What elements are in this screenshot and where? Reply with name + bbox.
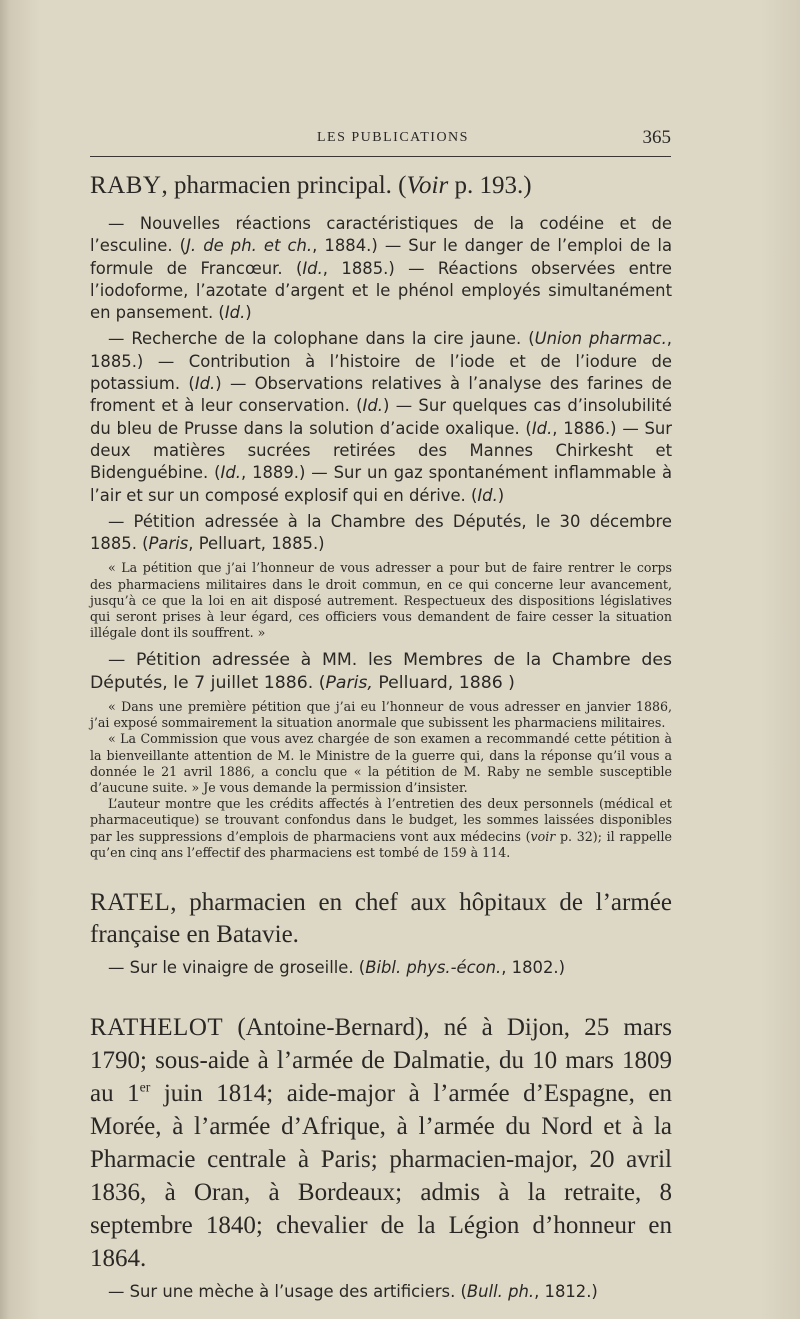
see-reference: Voir bbox=[406, 172, 449, 199]
page-number: 365 bbox=[642, 127, 671, 148]
author-title: , pharmacien en chef aux hôpitaux de l’armée française en Batavie. bbox=[90, 889, 672, 949]
publication-paragraph: — Nouvelles réactions caractéristiques de la codéine et de l’esculine. (J. de ph. et ch., 1884.) — Sur le danger de l’emploi de la formule de Francœur. (Id., 1885.) — Réactions observées entre l’iodoforme, l’azotate d’argent et le phénol employés simultanément en pansement. (Id.) bbox=[90, 214, 673, 323]
author-name: RABY bbox=[90, 172, 162, 199]
publication-paragraph: — Recherche de la colophane dans la cire jaune. (Union pharmac., 1885.) — Contribution à l’histoire de l’iode et de l’iodure de potassium. (Id.) — Observations relatives à l’analyse des farines de froment et à leur conservation. (Id.) — Sur quelques cas d’insolubilité du bleu de Prusse dans la solution d’acide oxalique. (Id., 1886.) — Sur deux matières sucrées retirées des Mannes Chirkesht et Bidenguébine. (Id., 1889.) — Sur un gaz spontanément inflammable à l’air et sur un composé explosif qui en dérive. (Id.) bbox=[90, 329, 673, 505]
quotation: « La pétition que j’ai l’honneur de vous adresser a pour but de faire rentrer le corps des pharmaciens militaires dans le droit commun, en ce qui concerne leur avancement, jusqu’à ce que la loi en ait disposé autrement. Respectueux des dispositions législatives qui seront prises à leur égard, ces officiers vous demandent de faire cesser la situation illégale dont ils souffrent. » bbox=[90, 560, 672, 641]
entry-ratel bbox=[90, 887, 672, 979]
quotation: « Dans une première pétition que j’ai eu l’honneur de vous adresser en janvier 1886, j’ai exposé sommairement la situation anormale que subissent les pharmaciens militaires. bbox=[90, 699, 672, 731]
author-name: RATHELOT bbox=[90, 1014, 224, 1042]
entry-raby bbox=[90, 170, 672, 861]
publication-paragraph: — Sur le vinaigre de groseille. (Bibl. phys.-écon., 1802.) bbox=[108, 958, 566, 978]
entry-heading bbox=[90, 170, 672, 202]
publication-paragraph: — Pétition adressée à la Chambre des Députés, le 30 décembre 1885. (Paris, Pelluart, 1885.) bbox=[90, 511, 672, 554]
entry-heading bbox=[90, 887, 672, 951]
author-name: RATEL bbox=[90, 889, 171, 917]
quotation: L’auteur montre que les crédits affectés à l’entretien des deux personnels (médical et pharmaceutique) se trouvant confondus dans le budget, les sommes laissées disponibles par les suppressions d’emplois de pharmaciens vont aux médecins (voir p. 32); il rappelle qu’en cinq ans l’effectif des pharmaciens est tombé de 159 à 114. bbox=[90, 796, 672, 860]
quotation: « La Commission que vous avez chargée de son examen a recommandé cette pétition à la bienveillante attention de M. le Ministre de la guerre qui, dans la réponse qu’il vous a donnée le 21 avril 1886, a conclu que « la pétition de M. Raby ne semble susceptible d’aucune suite. » Je vous demande la permission d’insister. bbox=[90, 731, 672, 796]
running-title: LES PUBLICATIONS bbox=[317, 130, 469, 145]
page-reference: p. 193.) bbox=[448, 172, 532, 199]
entry-heading: RATHELOT (Antoine-Bernard), né à Dijon, 25 mars 1790; sous-aide à l’armée de Dalmatie, du 10 mars 1809 au 1er juin 1814; aide-major à l’armée d’Espagne, en Morée, à l’armée d’Afrique, à l’armée du Nord et à la Pharmacie centrale à Paris; pharmacien-major, 20 avril 1836, à Oran, à Bordeaux; admis à la retraite, 8 septembre 1840; chevalier de la Légion d’honneur en 1864. bbox=[90, 1014, 672, 1273]
header-rule bbox=[90, 156, 671, 157]
page-content bbox=[90, 170, 672, 1304]
publication-paragraph: — Pétition adressée à MM. les Membres de la Chambre des Députés, le 7 juillet 1886. (Paris, Pelluard, 1886 ) bbox=[90, 650, 672, 693]
entry-rathelot bbox=[90, 1011, 672, 1303]
publication-paragraph: — Sur une mèche à l’usage des artificiers. (Bull. ph., 1812.) bbox=[108, 1282, 598, 1302]
author-title: , pharmacien principal. ( bbox=[161, 172, 407, 199]
